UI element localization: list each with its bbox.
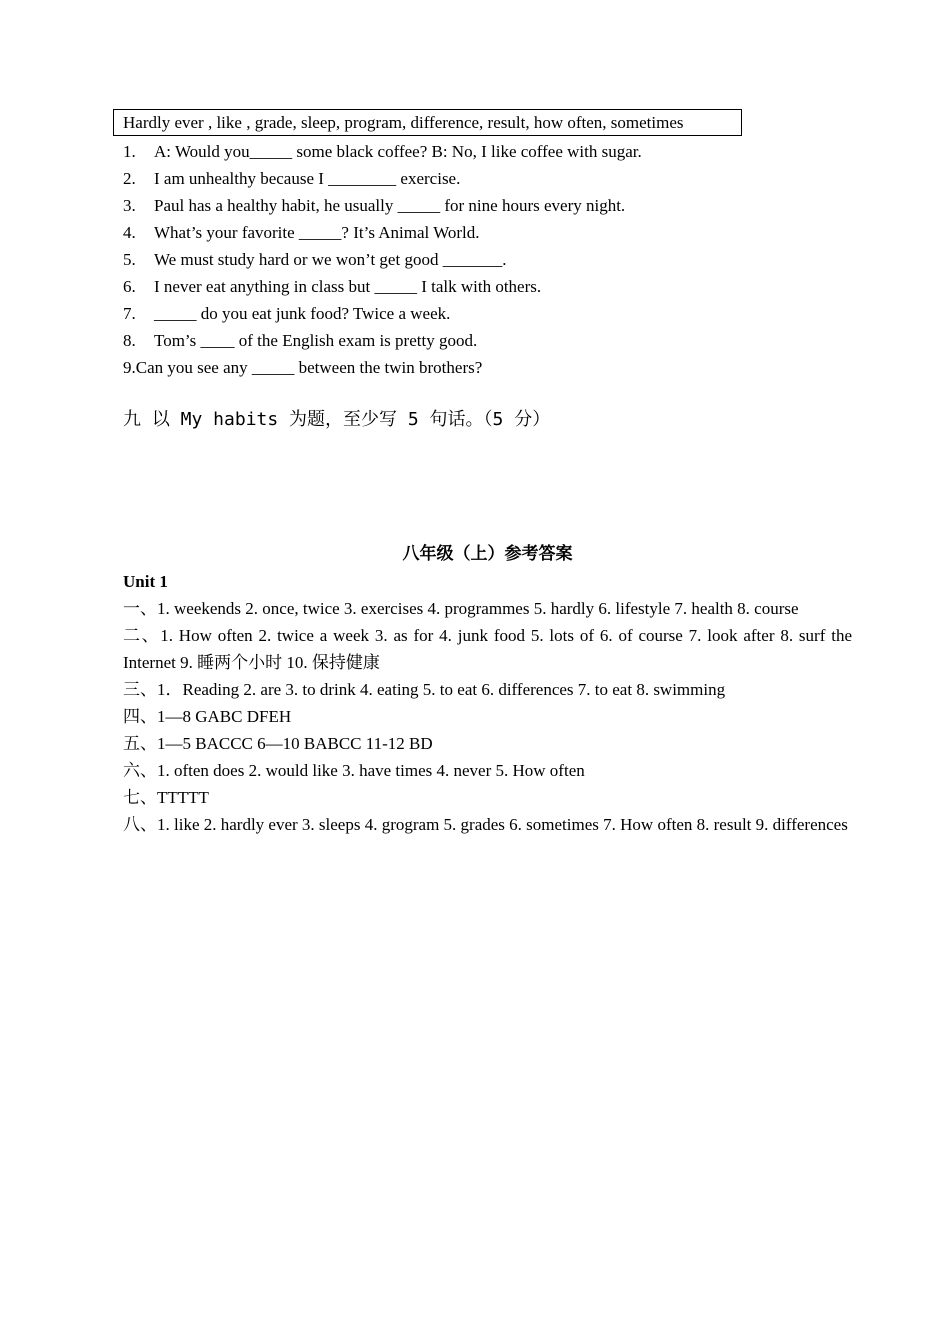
answer-line-7: 七、TTTTT bbox=[123, 788, 209, 807]
question-5 bbox=[123, 246, 863, 273]
unit-heading: Unit 1 bbox=[123, 572, 168, 591]
question-number: 7. bbox=[123, 304, 136, 323]
writing-task-heading: 九 以 My habits 为题，至少写 5 句话。（5 分） bbox=[123, 409, 551, 430]
question-number: 6. bbox=[123, 277, 136, 296]
answer-key bbox=[123, 541, 852, 838]
question-text: A: Would you_____ some black coffee? B: No, I like coffee with sugar. bbox=[154, 142, 642, 161]
question-number: 4. bbox=[123, 223, 136, 242]
question-text: _____ do you eat junk food? Twice a week. bbox=[154, 304, 451, 323]
answer-line-2: 二、1. How often 2. twice a week 3. as for 4. junk food 5. lots of 6. of course 7. look after 8. surf the Internet 9. 睡两个小时 10. 保持健康 bbox=[123, 626, 852, 672]
answer-line-6: 六、1. often does 2. would like 3. have times 4. never 5. How often bbox=[123, 761, 585, 780]
question-7 bbox=[123, 300, 863, 327]
answer-line-4: 四、1—8 GABC DFEH bbox=[123, 707, 292, 726]
word-bank-box: Hardly ever , like , grade, sleep, program, difference, result, how often, sometimes bbox=[113, 109, 742, 136]
answer-line-8: 八、1. like 2. hardly ever 3. sleeps 4. grogram 5. grades 6. sometimes 7. How often 8. result 9. differences bbox=[123, 815, 848, 834]
question-6 bbox=[123, 273, 863, 300]
question-number: 2. bbox=[123, 169, 136, 188]
question-text: I am unhealthy because I ________ exercise. bbox=[154, 169, 461, 188]
question-2 bbox=[123, 165, 863, 192]
question-number: 8. bbox=[123, 331, 136, 350]
answer-line-1: 一、1. weekends 2. once, twice 3. exercises 4. programmes 5. hardly 6. lifestyle 7. health 8. course bbox=[123, 599, 799, 618]
question-1 bbox=[123, 138, 863, 165]
question-3 bbox=[123, 192, 863, 219]
question-text: I never eat anything in class but _____ I talk with others. bbox=[154, 277, 542, 296]
question-number: 3. bbox=[123, 196, 136, 215]
question-text: Paul has a healthy habit, he usually _____ for nine hours every night. bbox=[154, 196, 626, 215]
question-number: 1. bbox=[123, 142, 136, 161]
question-list bbox=[123, 138, 863, 381]
question-8 bbox=[123, 327, 863, 354]
question-9: 9.Can you see any _____ between the twin brothers? bbox=[123, 358, 483, 377]
answer-line-3: 三、1．Reading 2. are 3. to drink 4. eating 5. to eat 6. differences 7. to eat 8. swimming bbox=[123, 680, 726, 699]
question-number: 5. bbox=[123, 250, 136, 269]
question-text: We must study hard or we won’t get good _______. bbox=[154, 250, 507, 269]
answer-key-title: 八年级（上）参考答案 bbox=[402, 544, 573, 564]
question-text: Tom’s ____ of the English exam is pretty good. bbox=[154, 331, 478, 350]
question-text: What’s your favorite _____? It’s Animal World. bbox=[154, 223, 480, 242]
answer-line-5: 五、1—5 BACCC 6—10 BABCC 11-12 BD bbox=[123, 734, 433, 753]
question-4 bbox=[123, 219, 863, 246]
